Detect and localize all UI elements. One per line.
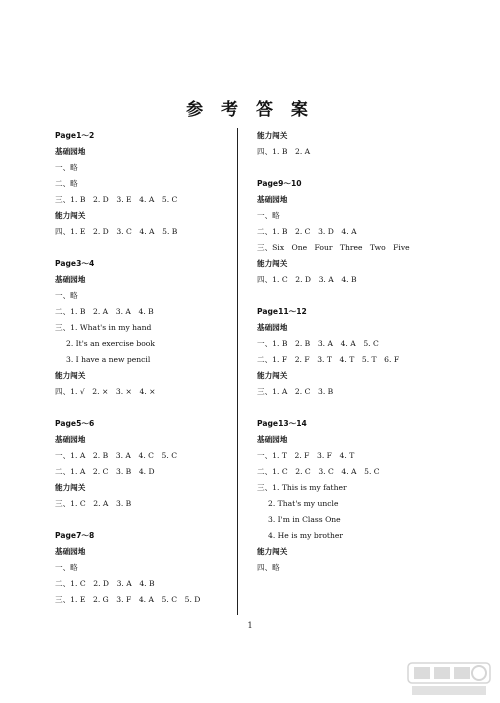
answer-line: 四、略 — [257, 563, 280, 572]
answer-line: 四、1. E 2. D 3. C 4. A 5. B — [55, 227, 178, 236]
answer-line: 二、1. B 2. C 3. D 4. A — [257, 227, 357, 236]
answer-line: 三、1. What's in my hand — [55, 323, 152, 332]
answer-line: 一、1. B 2. B 3. A 4. A 5. C — [257, 339, 379, 348]
answers-right-column — [257, 128, 457, 576]
answer-line: 三、1. B 2. D 3. E 4. A 5. C — [55, 195, 178, 204]
answer-line: 二、1. C 2. C 3. C 4. A 5. C — [257, 467, 380, 476]
answer-line: 三、1. A 2. C 3. B — [257, 387, 334, 396]
answer-line: 一、1. A 2. B 3. A 4. C 5. C — [55, 451, 178, 460]
answer-line: 一、1. T 2. F 3. F 4. T — [257, 451, 355, 460]
section-heading: Page5～6 — [55, 419, 95, 428]
answers-left-column — [55, 128, 230, 608]
answer-line: 4. He is my brother — [268, 531, 343, 540]
answer-line: 二、略 — [55, 179, 78, 188]
answer-line: 3. I have a new pencil — [66, 355, 151, 364]
subsection-label: 能力闯关 — [257, 131, 288, 140]
subsection-label: 基础园地 — [257, 323, 288, 332]
subsection-label: 能力闯关 — [55, 211, 86, 220]
answer-line: 四、1. √ 2. × 3. × 4. × — [55, 387, 156, 396]
answer-line: 一、略 — [55, 163, 78, 172]
answer-line: 三、1. This is my father — [257, 483, 347, 492]
answer-line: 二、1. A 2. C 3. B 4. D — [55, 467, 155, 476]
answer-line: 2. That's my uncle — [268, 499, 339, 508]
section-heading: Page11～12 — [257, 307, 307, 316]
answer-line: 一、略 — [55, 291, 78, 300]
subsection-label: 基础园地 — [257, 435, 288, 444]
answer-line: 2. It's an exercise book — [66, 339, 155, 348]
answer-line: 二、1. C 2. D 3. A 4. B — [55, 579, 155, 588]
section-heading: Page1～2 — [55, 131, 95, 140]
subsection-label: 能力闯关 — [257, 371, 288, 380]
subsection-label: 能力闯关 — [55, 483, 86, 492]
watermark-logo — [406, 661, 492, 697]
answer-line: 四、1. B 2. A — [257, 147, 311, 156]
answer-line: 二、1. F 2. F 3. T 4. T 5. T 6. F — [257, 355, 400, 364]
subsection-label: 能力闯关 — [257, 259, 288, 268]
answer-line: 一、略 — [55, 563, 78, 572]
subsection-label: 基础园地 — [55, 147, 86, 156]
subsection-label: 能力闯关 — [55, 371, 86, 380]
section-heading: Page3～4 — [55, 259, 95, 268]
page-title: 参 考 答 案 — [186, 100, 314, 120]
subsection-label: 基础园地 — [55, 435, 86, 444]
answer-line: 三、1. E 2. G 3. F 4. A 5. C 5. D — [55, 595, 201, 604]
answer-line: 3. I'm in Class One — [268, 515, 341, 524]
section-heading: Page7～8 — [55, 531, 95, 540]
answer-line: 三、Six One Four Three Two Five — [257, 243, 410, 252]
answer-line: 二、1. B 2. A 3. A 4. B — [55, 307, 154, 316]
section-heading: Page13～14 — [257, 419, 307, 428]
subsection-label: 基础园地 — [55, 547, 86, 556]
page-number: 1 — [247, 621, 253, 630]
answer-line: 一、略 — [257, 211, 280, 220]
column-divider — [237, 128, 238, 615]
subsection-label: 基础园地 — [257, 195, 288, 204]
subsection-label: 能力闯关 — [257, 547, 288, 556]
section-heading: Page9～10 — [257, 179, 302, 188]
answer-line: 三、1. C 2. A 3. B — [55, 499, 132, 508]
answer-line: 四、1. C 2. D 3. A 4. B — [257, 275, 357, 284]
subsection-label: 基础园地 — [55, 275, 86, 284]
